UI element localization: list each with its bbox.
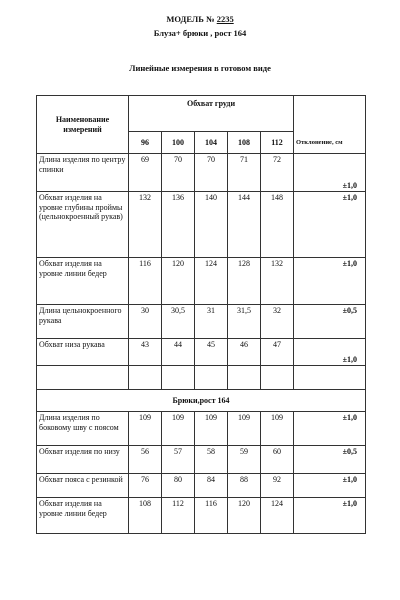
measurement-value: 46: [228, 339, 261, 366]
measurement-value: 47: [261, 339, 294, 366]
model-subtitle: Блуза+ брюки , рост 164: [153, 28, 247, 38]
measurement-value: 70: [195, 154, 228, 192]
measurement-value: 140: [195, 192, 228, 258]
table-row: [37, 339, 366, 366]
size-header: 100: [162, 132, 195, 154]
empty-cell: [195, 366, 228, 390]
measurements-table-body: [37, 96, 366, 534]
measurement-value: 45: [195, 339, 228, 366]
measurement-name: Длина изделия по боковому шву с поясом: [37, 412, 129, 446]
measurement-value: 30,5: [162, 305, 195, 339]
measurement-value: 132: [261, 258, 294, 305]
tolerance-value: ±1,0: [294, 339, 366, 366]
girth-header: Обхват груди: [129, 96, 294, 132]
measurement-value: 31,5: [228, 305, 261, 339]
tolerance-value: ±0,5: [294, 446, 366, 474]
size-header: 104: [195, 132, 228, 154]
measurement-value: 136: [162, 192, 195, 258]
table-row: [37, 258, 366, 305]
size-header: 108: [228, 132, 261, 154]
table-row: [37, 412, 366, 446]
table-row: [37, 474, 366, 498]
measurements-table: [36, 95, 366, 534]
measurement-name: Длина изделия по центру спинки: [37, 154, 129, 192]
measurement-value: 120: [162, 258, 195, 305]
measurement-value: 124: [195, 258, 228, 305]
measurement-value: 132: [129, 192, 162, 258]
model-number: 2235: [216, 14, 234, 24]
measurement-name: Обхват изделия на уровне линии бедер: [37, 258, 129, 305]
pants-section-title: Брюки,рост 164: [37, 390, 366, 412]
measurement-value: 59: [228, 446, 261, 474]
measurement-value: 109: [195, 412, 228, 446]
measurement-value: 43: [129, 339, 162, 366]
measurement-value: 56: [129, 446, 162, 474]
table-row: [37, 446, 366, 474]
table-row: [37, 154, 366, 192]
measurement-value: 128: [228, 258, 261, 305]
measurement-name: Обхват изделия на уровне линии бедер: [37, 498, 129, 534]
measurement-name: Обхват изделия на уровне глубины проймы (цельнокроенный рукав): [37, 192, 129, 258]
model-label: МОДЕЛЬ №: [166, 14, 215, 24]
tolerance-value: ±1,0: [294, 154, 366, 192]
measurement-value: 69: [129, 154, 162, 192]
measurement-name: Длина цельнокроенного рукава: [37, 305, 129, 339]
measurement-value: 108: [129, 498, 162, 534]
empty-cell: [162, 366, 195, 390]
measurement-value: 70: [162, 154, 195, 192]
measurement-value: 76: [129, 474, 162, 498]
measurement-value: 109: [129, 412, 162, 446]
tolerance-value: ±1,0: [294, 412, 366, 446]
table-header-row: [37, 96, 366, 132]
measurement-value: 109: [228, 412, 261, 446]
size-header: 112: [261, 132, 294, 154]
measurement-value: 71: [228, 154, 261, 192]
model-title: [0, 14, 400, 24]
empty-cell: [129, 366, 162, 390]
measurement-name: Обхват пояса с резинкой: [37, 474, 129, 498]
measurement-value: 88: [228, 474, 261, 498]
measurement-value: 32: [261, 305, 294, 339]
measurement-value: 60: [261, 446, 294, 474]
deviation-header: Отклонение, см: [294, 96, 366, 154]
measurement-value: 84: [195, 474, 228, 498]
measurement-value: 148: [261, 192, 294, 258]
tolerance-value: ±1,0: [294, 498, 366, 534]
tolerance-value: ±1,0: [294, 258, 366, 305]
measurement-name: Обхват изделия по низу: [37, 446, 129, 474]
name-column-header: Наименование измерений: [37, 96, 129, 154]
pants-section-row: [37, 390, 366, 412]
empty-cell: [261, 366, 294, 390]
measurement-value: 58: [195, 446, 228, 474]
measurement-value: 72: [261, 154, 294, 192]
measurement-value: 109: [162, 412, 195, 446]
empty-cell: [228, 366, 261, 390]
table-row: [37, 305, 366, 339]
measurement-value: 112: [162, 498, 195, 534]
empty-cell: [37, 366, 129, 390]
table-row: [37, 192, 366, 258]
table-row: [37, 498, 366, 534]
empty-row: [37, 366, 366, 390]
measurement-value: 109: [261, 412, 294, 446]
tolerance-value: ±0,5: [294, 305, 366, 339]
size-header: 96: [129, 132, 162, 154]
measurement-value: 80: [162, 474, 195, 498]
tolerance-value: ±1,0: [294, 474, 366, 498]
measurement-name: Обхват низа рукава: [37, 339, 129, 366]
empty-cell: [294, 366, 366, 390]
section-title: Линейные измерения в готовом виде: [129, 63, 271, 73]
measurement-value: 30: [129, 305, 162, 339]
measurement-value: 124: [261, 498, 294, 534]
measurement-value: 120: [228, 498, 261, 534]
measurement-value: 144: [228, 192, 261, 258]
measurement-value: 57: [162, 446, 195, 474]
measurement-value: 31: [195, 305, 228, 339]
measurement-value: 116: [195, 498, 228, 534]
tolerance-value: ±1,0: [294, 192, 366, 258]
measurement-value: 92: [261, 474, 294, 498]
measurement-value: 44: [162, 339, 195, 366]
measurement-value: 116: [129, 258, 162, 305]
